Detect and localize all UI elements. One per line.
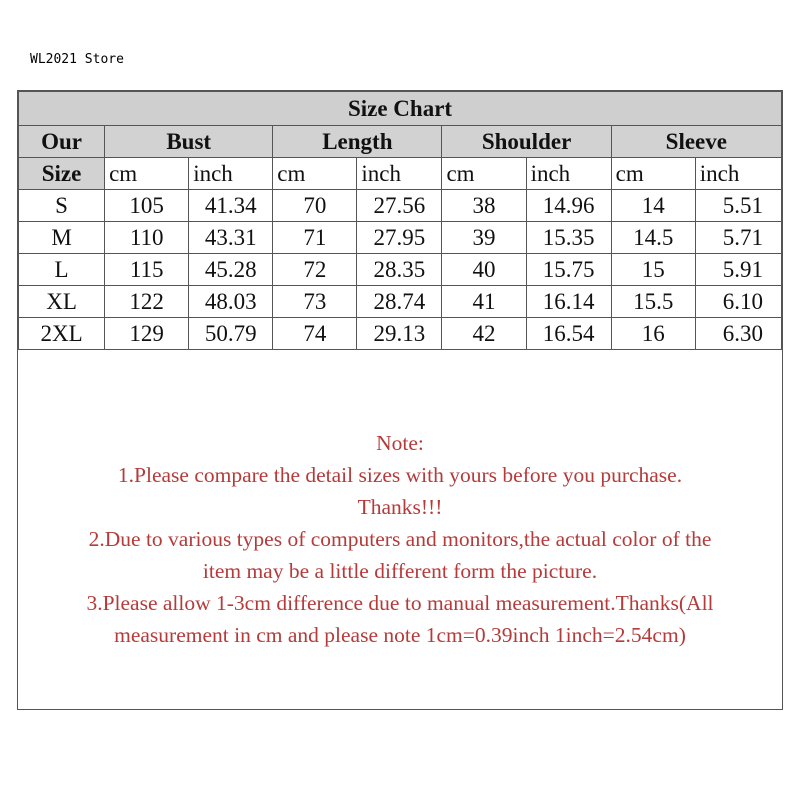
unit-label: inch (189, 158, 273, 190)
table-cell: 16 (611, 318, 695, 350)
table-cell: 15.5 (611, 286, 695, 318)
table-cell: 5.91 (695, 254, 781, 286)
size-header-top: Our (19, 126, 105, 158)
note-line: measurement in cm and please note 1cm=0.39inch 1inch=2.54cm) (114, 623, 686, 647)
table-cell: 40 (442, 254, 526, 286)
table-cell: 71 (273, 222, 357, 254)
note-line: item may be a little different form the picture. (202, 559, 598, 583)
note-heading: Note: (376, 431, 424, 455)
table-cell: 16.14 (526, 286, 611, 318)
table-cell: 14.96 (526, 190, 611, 222)
table-cell: 5.71 (695, 222, 781, 254)
table-cell: 122 (105, 286, 189, 318)
note-block (18, 427, 782, 651)
table-cell: 73 (273, 286, 357, 318)
table-cell: 5.51 (695, 190, 781, 222)
size-chart-table (18, 91, 782, 350)
note-line: Thanks!!! (357, 495, 443, 519)
unit-label: cm (611, 158, 695, 190)
table-cell: 48.03 (189, 286, 273, 318)
unit-label: inch (526, 158, 611, 190)
store-name: WL2021 Store (30, 52, 124, 67)
table-row (19, 254, 782, 286)
group-header-bust: Bust (105, 126, 273, 158)
group-header-length: Length (273, 126, 442, 158)
table-cell: 42 (442, 318, 526, 350)
size-chart-frame (17, 90, 783, 710)
table-cell: 110 (105, 222, 189, 254)
note-line: 1.Please compare the detail sizes with yours before you purchase. (117, 463, 683, 487)
note-line: 3.Please allow 1-3cm difference due to manual measurement.Thanks(All (86, 591, 714, 615)
chart-title: Size Chart (19, 92, 782, 126)
unit-label: inch (357, 158, 442, 190)
table-cell: 15.75 (526, 254, 611, 286)
table-cell: 115 (105, 254, 189, 286)
size-header-bottom: Size (19, 158, 105, 190)
table-row (19, 222, 782, 254)
table-cell: 41 (442, 286, 526, 318)
size-label: M (19, 222, 105, 254)
unit-label: cm (273, 158, 357, 190)
table-row (19, 286, 782, 318)
table-cell: 38 (442, 190, 526, 222)
note-line: 2.Due to various types of computers and monitors,the actual color of the (88, 527, 712, 551)
unit-label: cm (442, 158, 526, 190)
table-cell: 72 (273, 254, 357, 286)
table-cell: 29.13 (357, 318, 442, 350)
table-cell: 41.34 (189, 190, 273, 222)
table-cell: 28.35 (357, 254, 442, 286)
table-cell: 14.5 (611, 222, 695, 254)
size-label: L (19, 254, 105, 286)
table-cell: 43.31 (189, 222, 273, 254)
table-cell: 16.54 (526, 318, 611, 350)
size-label: 2XL (19, 318, 105, 350)
unit-label: cm (105, 158, 189, 190)
table-cell: 70 (273, 190, 357, 222)
unit-label: inch (695, 158, 781, 190)
table-cell: 27.56 (357, 190, 442, 222)
table-cell: 27.95 (357, 222, 442, 254)
size-label: S (19, 190, 105, 222)
table-cell: 15 (611, 254, 695, 286)
table-cell: 39 (442, 222, 526, 254)
table-cell: 129 (105, 318, 189, 350)
table-cell: 6.30 (695, 318, 781, 350)
group-header-shoulder: Shoulder (442, 126, 611, 158)
table-cell: 50.79 (189, 318, 273, 350)
table-cell: 15.35 (526, 222, 611, 254)
table-row (19, 190, 782, 222)
table-cell: 28.74 (357, 286, 442, 318)
size-label: XL (19, 286, 105, 318)
table-cell: 14 (611, 190, 695, 222)
table-row (19, 318, 782, 350)
table-cell: 45.28 (189, 254, 273, 286)
table-cell: 74 (273, 318, 357, 350)
group-header-sleeve: Sleeve (611, 126, 781, 158)
table-cell: 6.10 (695, 286, 781, 318)
table-cell: 105 (105, 190, 189, 222)
